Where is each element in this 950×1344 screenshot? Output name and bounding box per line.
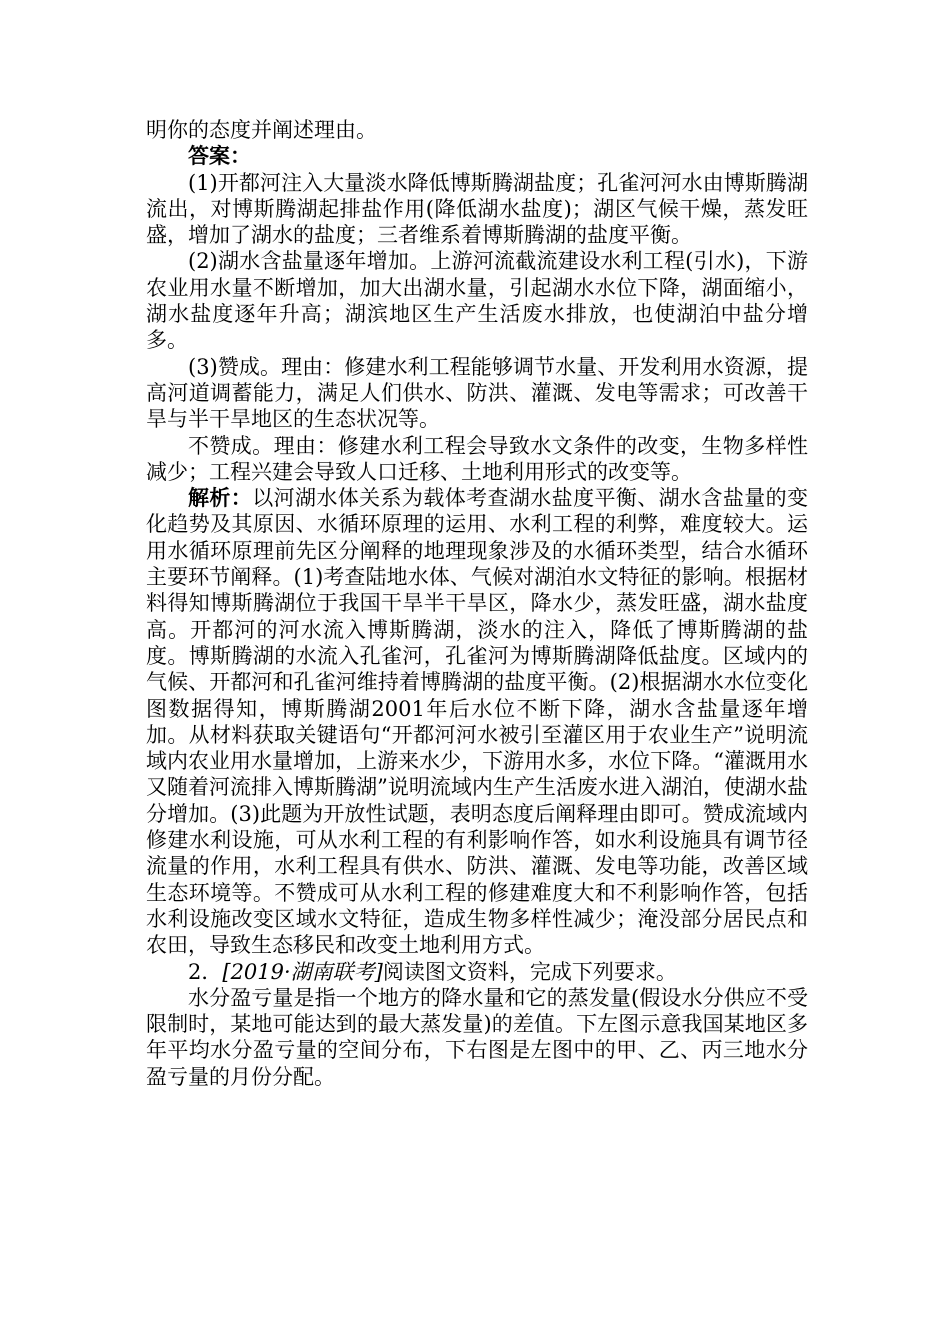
lead-line: 明你的态度并阐述理由。: [146, 118, 377, 142]
answer-label: 答案：: [188, 143, 251, 169]
document-body: [146, 117, 808, 1090]
answer-heading: [146, 143, 808, 169]
answer-part-3: (3)赞成。理由：修建水利工程能够调节水量、开发利用水资源，提高河道调蓄能力，满足人们供水、防洪、灌溉、发电等需求；可改善干旱与半干旱地区的生态状况等。: [146, 354, 808, 432]
answer-part-1: (1)开都河注入大量淡水降低博斯腾湖盐度；孔雀河河水由博斯腾湖流出，对博斯腾湖起排盐作用(降低湖水盐度)；湖区气候干燥，蒸发旺盛，增加了湖水的盐度；三者维系着博斯腾湖的盐度平衡。: [146, 170, 808, 248]
question-2-material: 水分盈亏量是指一个地方的降水量和它的蒸发量(假设水分供应不受限制时，某地可能达到的最大蒸发量)的差值。下左图示意我国某地区多年平均水分盈亏量的空间分布，下右图是左图中的甲、乙、丙三地水分盈亏量的月份分配。: [146, 985, 808, 1089]
analysis-paragraph: [146, 485, 808, 958]
question-source: [2019·湖南联考]: [222, 959, 383, 984]
answer-part-2: (2)湖水含盐量逐年增加。上游河流截流建设水利工程(引水)，下游农业用水量不断增加，加大出湖水量，引起湖水水位下降，湖面缩小，湖水盐度逐年升高；湖滨地区生产生活废水排放，也使湖泊中盐分增多。: [146, 249, 808, 353]
question-2-heading: [146, 959, 808, 985]
analysis-label: 解析：: [188, 485, 253, 511]
answer-part-4: 不赞成。理由：修建水利工程会导致水文条件的改变，生物多样性减少；工程兴建会导致人口迁移、土地利用形式的改变等。: [146, 433, 808, 484]
analysis-text: 以河湖水体关系为载体考查湖水盐度平衡、湖水含盐量的变化趋势及其原因、水循环原理的运用、水利工程的利弊，难度较大。运用水循环原理前先区分阐释的地理现象涉及的水循环类型，结合水循环主要环节阐释。(1)考查陆地水体、气候对湖泊水文特征的影响。根据材料得知博斯腾湖位于我国干旱半干旱区，降水少，蒸发旺盛，湖水盐度高。开都河的河水流入博斯腾湖，淡水的注入，降低了博斯腾湖的盐度。博斯腾湖的水流入孔雀河，孔雀河为博斯腾湖降低盐度。区域内的气候、开都河和孔雀河维持着博腾湖的盐度平衡。(2)根据湖水水位变化图数据得知，博斯腾湖2001年后水位不断下降，湖水含盐量逐年增加。从材料获取关键语句“开都河河水被引至灌区用于农业生产”说明流域内农业用水量增加，上游来水少，下游用水多，水位下降。“灌溉用水又随着河流排入博斯腾湖”说明流域内生产生活废水进入湖泊，使湖水盐分增加。(3)此题为开放性试题，表明态度后阐释理由即可。赞成流域内修建水利设施，可从水利工程的有利影响作答，如水利设施具有调节径流量的作用，水利工程具有供水、防洪、灌溉、发电等功能，改善区域生态环境等。不赞成可从水利工程的修建难度大和不利影响作答，包括水利设施改变区域水文特征，造成生物多样性减少；淹没部分居民点和农田，导致生态移民和改变土地利用方式。: [146, 486, 809, 958]
question-number: 2．: [188, 959, 223, 984]
question-prompt: 阅读图文资料，完成下列要求。: [382, 959, 677, 984]
